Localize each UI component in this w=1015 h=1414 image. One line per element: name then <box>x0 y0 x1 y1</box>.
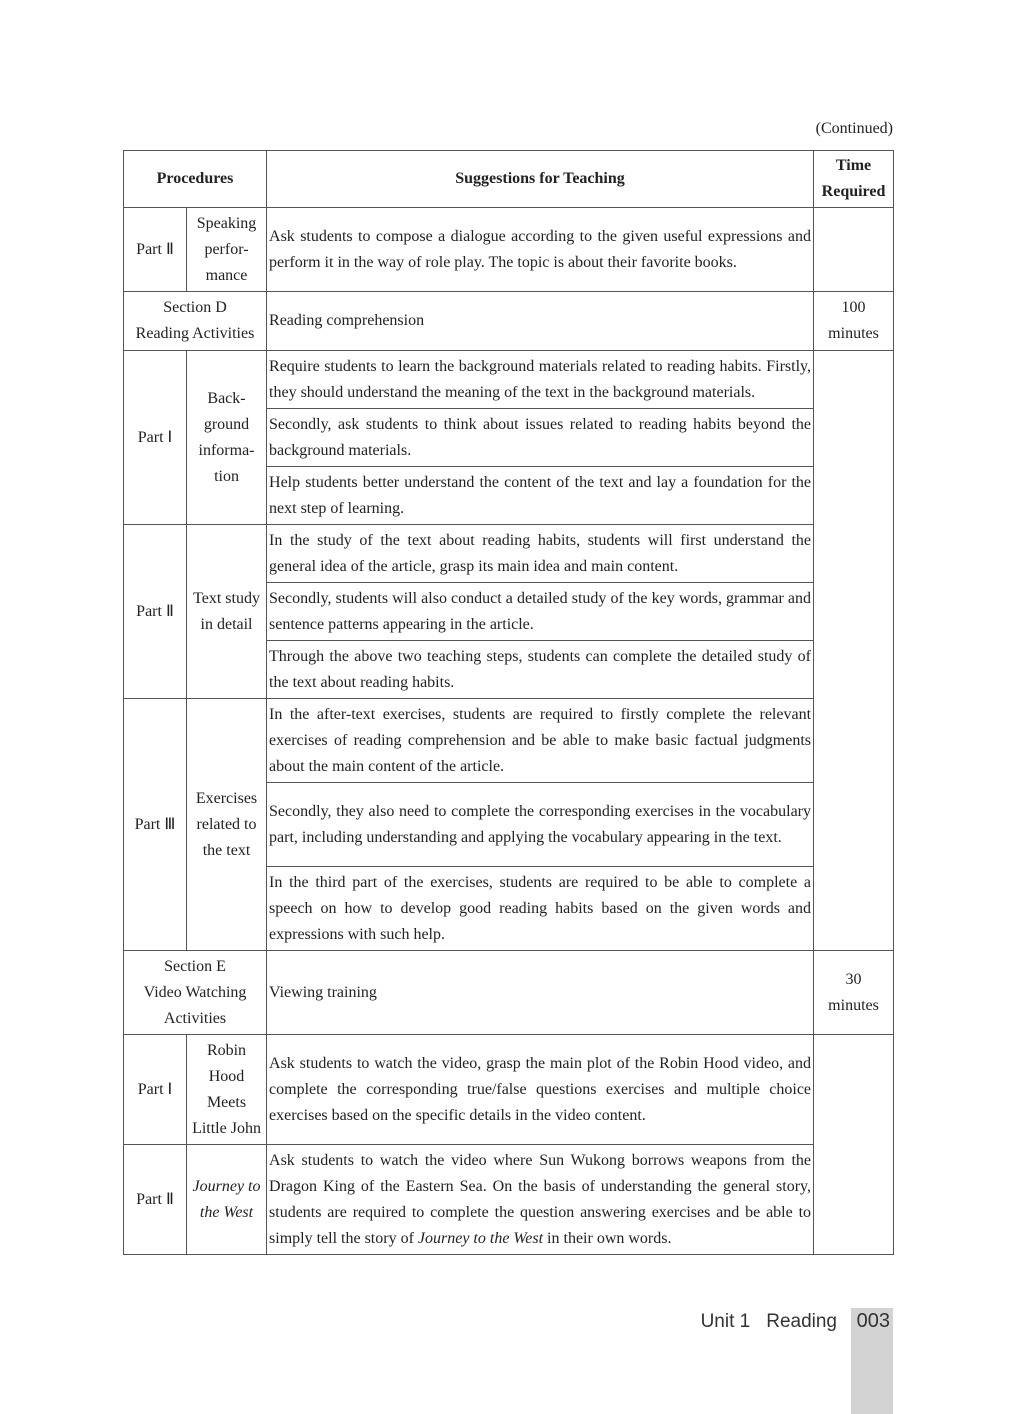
suggestion-text: Reading comprehension <box>267 292 814 351</box>
section-d-label <box>124 292 267 351</box>
time-value: 100 <box>841 299 866 316</box>
page-footer <box>573 1308 893 1414</box>
subtopic-line: Little John <box>192 1119 261 1137</box>
suggestion-text <box>267 1145 814 1255</box>
header-time-line1: Time <box>835 157 872 174</box>
section-line: Activities <box>163 1009 227 1027</box>
subtopic-label <box>187 1145 267 1255</box>
table-row <box>124 1035 894 1145</box>
section-row <box>124 951 894 1035</box>
subtopic-line: Text study <box>193 589 260 607</box>
subtopic-line: perfor- <box>204 240 249 258</box>
suggestion-text-part: in their own words. <box>543 1229 672 1247</box>
subtopic-line: Back- <box>207 389 246 407</box>
part-label: Part Ⅱ <box>124 208 187 292</box>
subtopic-line: Hood <box>208 1067 245 1085</box>
header-suggestions: Suggestions for Teaching <box>267 151 814 208</box>
part-label: Part Ⅱ <box>124 525 187 699</box>
section-line: Reading Activities <box>135 325 255 342</box>
subtopic-label <box>187 699 267 951</box>
suggestion-text: In the after-text exercises, students are required to firstly complete the relevant exercises of reading comprehension and be able to make basic factual judgments about the main content of the article. <box>267 699 814 783</box>
suggestion-text: Ask students to compose a dialogue according to the given useful expressions and perform it in the way of role play. The topic is about their favorite books. <box>267 208 814 292</box>
part-label: Part Ⅱ <box>124 1145 187 1255</box>
suggestion-text: In the third part of the exercises, students are required to be able to complete a speech on how to develop good reading habits based on the given words and expressions with such help. <box>267 867 814 951</box>
time-required <box>814 951 894 1035</box>
subtopic-line: the text <box>202 841 251 859</box>
suggestion-text: Secondly, ask students to think about issues related to reading habits beyond the background materials. <box>267 409 814 467</box>
suggestion-text-part: Ask students to watch the video where Sun Wukong borrows weapons from the Dragon King of the Eastern Sea. On the basis of understanding the general story, students are required to complete the question answering exercises and be able to simply tell the story of <box>269 1151 812 1247</box>
section-e-label <box>124 951 267 1035</box>
suggestion-text: Secondly, students will also conduct a detailed study of the key words, grammar and sentence patterns appearing in the article. <box>267 583 814 641</box>
section-row <box>124 292 894 351</box>
subtopic-line: related to <box>196 815 257 833</box>
teaching-plan-table <box>123 150 894 1255</box>
time-cell-empty <box>814 1035 894 1255</box>
table-row <box>124 525 894 583</box>
subtopic-label <box>187 208 267 292</box>
suggestion-text: Require students to learn the background materials related to reading habits. Firstly, they should understand the meaning of the text in the background materials. <box>267 351 814 409</box>
table-row <box>124 699 894 783</box>
subtopic-line: informa- <box>198 441 255 459</box>
subtopic-line: mance <box>205 266 248 284</box>
subtopic-line: the West <box>199 1203 254 1221</box>
unit-title: Reading <box>766 1311 837 1332</box>
subtopic-line: in detail <box>200 615 253 633</box>
part-label: Part Ⅰ <box>124 1035 187 1145</box>
subtopic-line: tion <box>214 467 239 485</box>
time-unit: minutes <box>828 996 879 1014</box>
book-title: Journey to the West <box>417 1229 544 1247</box>
time-cell-empty <box>814 351 894 951</box>
suggestion-text: Through the above two teaching steps, students can complete the detailed study of the text about reading habits. <box>267 641 814 699</box>
table-header-row <box>124 151 894 208</box>
suggestion-text: Help students better understand the content of the text and lay a foundation for the next step of learning. <box>267 467 814 525</box>
subtopic-line: Speaking <box>196 214 257 232</box>
suggestion-text: In the study of the text about reading habits, students will first understand the general idea of the article, grasp its main idea and main content. <box>267 525 814 583</box>
part-label: Part Ⅰ <box>124 351 187 525</box>
table-row <box>124 208 894 292</box>
unit-label: Unit 1 <box>700 1311 751 1332</box>
table-row <box>124 351 894 409</box>
time-value: 30 <box>845 970 862 988</box>
suggestion-text: Secondly, they also need to complete the corresponding exercises in the vocabulary part, including understanding and applying the vocabulary appearing in the text. <box>267 783 814 867</box>
time-cell-empty <box>814 208 894 292</box>
section-line: Section D <box>163 299 227 316</box>
time-unit: minutes <box>828 325 879 342</box>
header-time <box>814 151 894 208</box>
running-header <box>685 1311 837 1333</box>
subtopic-line: Robin <box>206 1041 247 1059</box>
table-row <box>124 1145 894 1255</box>
page-number: 003 <box>856 1310 890 1332</box>
continued-label: (Continued) <box>815 120 893 137</box>
section-line: Video Watching <box>143 983 247 1001</box>
subtopic-label <box>187 351 267 525</box>
header-procedures: Procedures <box>124 151 267 208</box>
suggestion-text: Ask students to watch the video, grasp the main plot of the Robin Hood video, and complete the corresponding true/false questions exercises and multiple choice exercises based on the specific details in the video content. <box>267 1035 814 1145</box>
subtopic-label <box>187 1035 267 1145</box>
subtopic-line: Meets <box>206 1093 247 1111</box>
time-required <box>814 292 894 351</box>
part-label: Part Ⅲ <box>124 699 187 951</box>
subtopic-line: Exercises <box>195 789 258 807</box>
subtopic-line: Journey to <box>192 1177 261 1195</box>
header-time-line2: Required <box>821 183 886 200</box>
suggestion-text: Viewing training <box>267 951 814 1035</box>
subtopic-label <box>187 525 267 699</box>
section-line: Section E <box>164 957 226 975</box>
subtopic-line: ground <box>203 415 250 433</box>
